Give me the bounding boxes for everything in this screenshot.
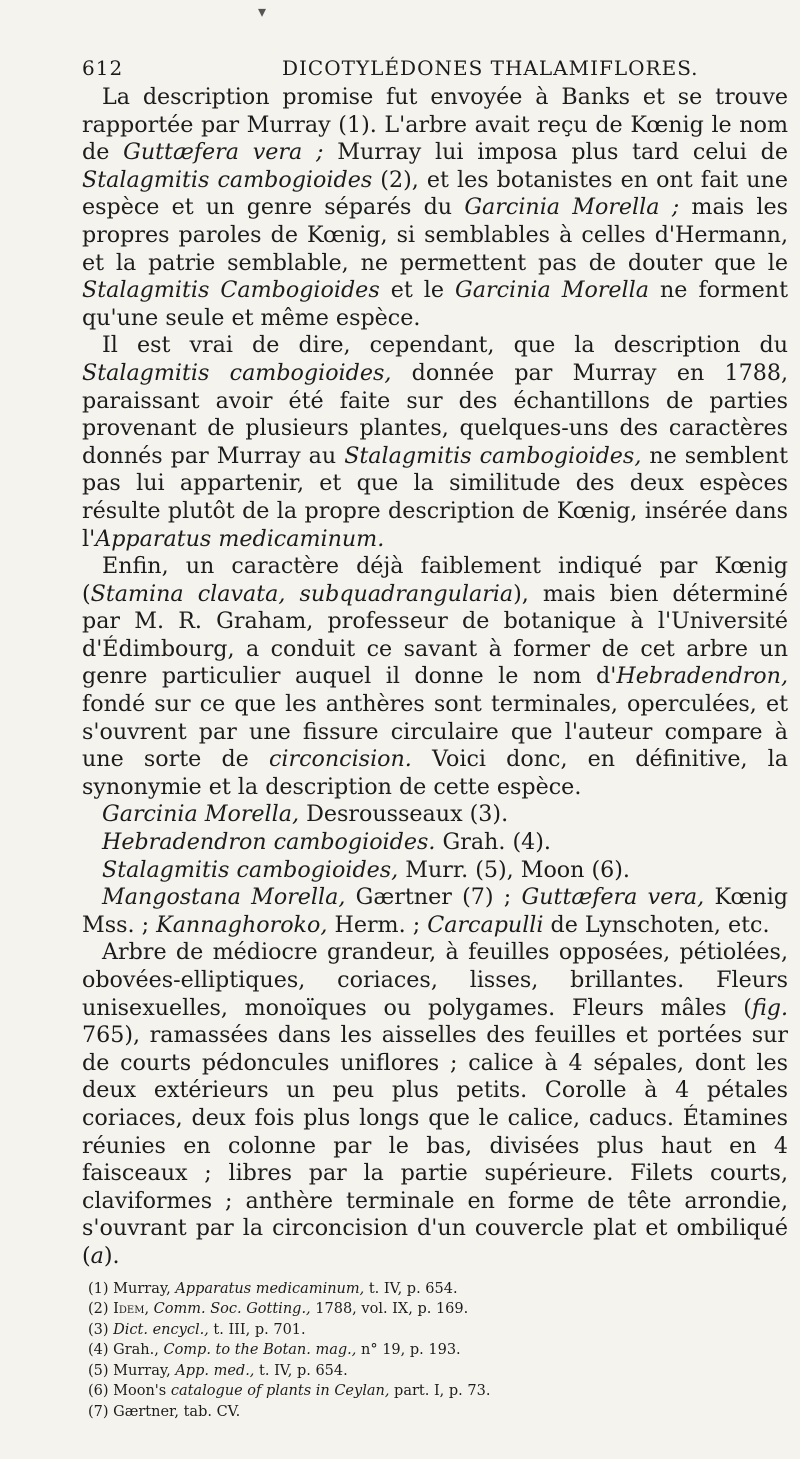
text-span: ). — [103, 1242, 120, 1269]
italic-span: Hebradendron cambogioides. — [102, 829, 436, 856]
footnote — [82, 1279, 788, 1300]
text-span: Il est vrai de dire, cependant, que la description du — [102, 332, 788, 359]
text-span: ne semblent pas lui appartenir, et que la similitude des deux espèces résulte plutôt de la propre description de Kœnig, insérée dans l' — [82, 442, 788, 552]
text-span: Arbre de médiocre grandeur, à feuilles opposées, pétiolées, obovées-elliptiques, coriaces, lisses, brillantes. Fleurs unisexuelles, monoïques ou polygames. Fleurs mâles ( — [82, 939, 788, 1021]
text-span: Gærtner (7) ; — [345, 884, 522, 911]
text-span: Desrousseaux (3). — [299, 801, 509, 828]
italic-span: Stamina clavata, subquadrangularia — [90, 580, 514, 607]
footnote — [82, 1340, 788, 1361]
ink-speck: ▾ — [258, 2, 267, 21]
text-span: Kœnig Mss. ; — [82, 884, 788, 938]
italic-span: Apparatus medicaminum, — [175, 1280, 365, 1297]
italic-span: catalogue of plants in Ceylan, — [170, 1383, 390, 1400]
text-span: (7) Gærtner, tab. CV. — [88, 1403, 241, 1420]
text-span: Murr. (5), Moon (6). — [398, 856, 630, 883]
text-span: de Lynschoten, etc. — [543, 911, 770, 938]
italic-span: Hebradendron, — [616, 663, 788, 690]
italic-span: Stalagmitis cambogioides, — [82, 359, 392, 386]
text-span: (1) Murray, — [88, 1280, 176, 1297]
italic-span: Apparatus medicaminum. — [95, 525, 385, 552]
smallcaps-span: Idem, — [113, 1301, 150, 1318]
footnote — [82, 1299, 788, 1320]
text-span: (5) Murray, — [88, 1362, 176, 1379]
text-span: part. I, p. 73. — [389, 1383, 491, 1400]
paragraph — [82, 939, 788, 1270]
text-span: fondé sur ce que les anthères sont terminales, operculées, et s'ouvrent par une fissure circulaire que l'auteur compare à une sorte de — [82, 691, 788, 773]
text-span: 1788, vol. IX, p. 169. — [310, 1301, 469, 1318]
text-span: (2), et les botanistes en ont fait une espèce et un genre séparés du — [82, 166, 789, 221]
text-span: Herm. ; — [327, 911, 428, 938]
paragraph — [82, 84, 788, 332]
italic-span: Stalagmitis cambogioides, — [102, 856, 399, 883]
text-span: t. III, p. 701. — [208, 1321, 306, 1338]
running-header — [82, 50, 788, 84]
italic-span: fig. — [751, 994, 788, 1021]
text-span: 765), ramassées dans les aisselles des feuilles et portées sur de courts pédoncules uniflores ; calice à 4 sépales, dont les deux extérieurs un peu plus petits. Corolle à 4 pétales coriaces, deux fois plus longs que le calice, caducs. Étamines réunies en colonne par le bas, divisées plus haut en 4 faisceaux ; libres par la partie supérieure. Filets courts, claviformes ; anthère terminale en forme de tête arrondie, s'ouvrant par la circoncision d'un couvercle plat et ombiliqué ( — [82, 1022, 788, 1269]
italic-span: Stalagmitis Cambogioides — [82, 277, 380, 304]
paragraph — [82, 332, 788, 553]
italic-span: Guttæfera vera, — [521, 884, 705, 911]
footnote — [82, 1320, 788, 1341]
italic-span: Garcinia Morella ; — [464, 194, 680, 221]
synonym-line — [82, 801, 788, 829]
text-span: (4) Grah., — [88, 1342, 164, 1359]
text-span: (2) — [88, 1301, 114, 1318]
footnote — [82, 1361, 788, 1382]
synonym-line — [82, 857, 788, 885]
italic-span: circoncision. — [268, 746, 412, 773]
italic-span: Stalagmitis cambogioides — [82, 166, 373, 193]
italic-span: Dict. encycl., — [113, 1321, 209, 1338]
italic-span: Mangostana Morella, — [102, 884, 346, 911]
italic-span: Garcinia Morella, — [102, 801, 300, 828]
text-span: (3) — [88, 1321, 114, 1338]
italic-span: Garcinia Morella — [455, 277, 649, 304]
text-span: La description promise fut envoyée à Banks et se trouve rapportée par Murray (1). L'arbre avait reçu de Kœnig le nom de — [82, 84, 788, 166]
footnotes — [82, 1279, 788, 1423]
page — [82, 50, 788, 1422]
text-span: et le — [379, 277, 456, 304]
main-text — [82, 84, 788, 1271]
italic-span: Carcapulli — [427, 911, 544, 938]
italic-span: Stalagmitis cambogioides, — [344, 442, 642, 469]
italic-span: a — [90, 1242, 104, 1269]
synonym-line — [82, 829, 788, 857]
italic-span: Kannaghoroko, — [156, 911, 328, 938]
page-number: 612 — [82, 56, 124, 80]
text-span: Grah. (4). — [435, 829, 551, 856]
paragraph — [82, 553, 788, 801]
italic-span: Comm. Soc. Gotting., — [153, 1301, 311, 1318]
text-span: Voici donc, en définitive, la synonymie et la description de cette espèce. — [82, 746, 788, 800]
text-span: Enfin, un caractère déjà faiblement indiqué par Kœnig ( — [82, 553, 788, 607]
italic-span: App. med., — [175, 1362, 255, 1379]
text-span: donnée par Murray en 1788, paraissant avoir été faite sur des échantillons de parties provenant de plusieurs plantes, quelques-uns des caractères donnés par Murray au — [82, 359, 788, 469]
italic-span: Comp. to the Botan. mag., — [163, 1342, 357, 1359]
synonym-line — [82, 884, 788, 939]
text-span: t. IV, p. 654. — [364, 1280, 458, 1297]
running-title: DICOTYLÉDONES THALAMIFLORES. — [282, 56, 699, 80]
footnote — [82, 1381, 788, 1402]
text-span: mais les propres paroles de Kœnig, si semblables à celles d'Hermann, et la patrie semblable, ne permettent pas de douter que le — [82, 194, 789, 276]
text-span: t. IV, p. 654. — [254, 1362, 348, 1379]
footnote — [82, 1402, 788, 1423]
text-span: (6) Moon's — [88, 1383, 171, 1400]
text-span: n° 19, p. 193. — [356, 1342, 461, 1359]
italic-span: Guttæfera vera ; — [123, 139, 324, 166]
text-span: Murray lui imposa plus tard celui de — [323, 139, 788, 166]
text-span: ne forment qu'une seule et même espèce. — [82, 277, 788, 331]
text-span: ), mais bien déterminé par M. R. Graham, professeur de botanique à l'Université d'Édimbourg, a conduit ce savant à former de cet arbre un genre particulier auquel il donne le nom d' — [82, 580, 788, 690]
